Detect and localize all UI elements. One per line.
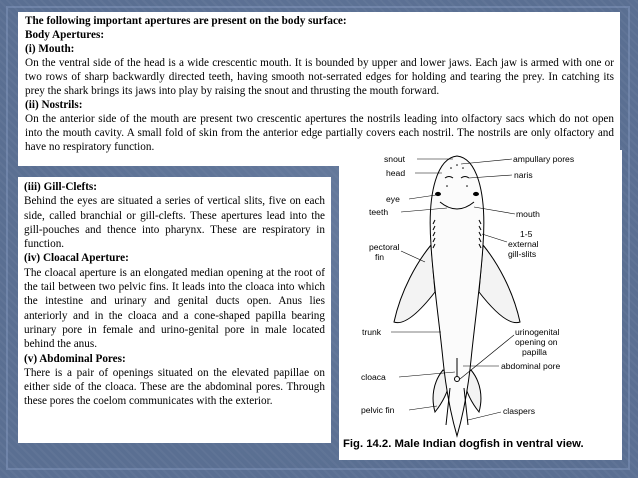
mouth-paragraph: On the ventral side of the head is a wide crescentic mouth. It is bounded by upper and lower jaws. Each jaw is armed with one or two rows of sharp backwardly directed teeth, having smooth not-serrated edges for holding and tearing the prey. In catching its prey the shark brings its jaws into play by raising the snout and thrusting the mouth forward.: [25, 57, 614, 97]
label-external: external: [508, 239, 539, 249]
abdominal-pores-heading: (v) Abdominal Pores:: [24, 352, 126, 365]
abdominal-pores-paragraph: There is a pair of openings situated on the elevated papillae on either side of the cloaca. These are the abdominal pores. Through these pores the coelom communicates with the exterior.: [24, 366, 325, 408]
gill-clefts-heading: (iii) Gill-Clefts:: [24, 181, 98, 193]
nostrils-heading: (ii) Nostrils:: [25, 99, 83, 111]
label-urinogenital: urinogenital: [515, 327, 560, 337]
label-naris: naris: [514, 170, 533, 180]
label-eye: eye: [386, 194, 400, 204]
label-opening-on: opening on: [515, 337, 558, 347]
label-ampullary-pores: ampullary pores: [513, 154, 575, 164]
label-cloaca: cloaca: [361, 372, 386, 382]
label-snout: snout: [384, 154, 406, 164]
label-abdominal-pore: abdominal pore: [501, 361, 561, 371]
eye-left: [436, 192, 441, 195]
label-gill-slits: gill-slits: [508, 249, 537, 259]
left-pectoral-fin: [394, 245, 435, 323]
label-claspers: claspers: [503, 406, 535, 416]
label-teeth: teeth: [369, 207, 389, 217]
dogfish-figure: [339, 150, 622, 460]
label-papilla: papilla: [522, 347, 547, 357]
label-trunk: trunk: [362, 327, 382, 337]
cloacal-aperture-paragraph: The cloacal aperture is an elongated median opening at the root of the tail between two pelvic fins. It leads into the cloaca into which the intestine and urinary and genital ducts open. Anus lies anteriorly and in the cloaca and a cone-shaped papilla bearing urinary pore in female and urino-genital pore in male located behind the anus.: [24, 266, 325, 351]
left-text-panel: [18, 177, 331, 443]
nostrils-paragraph: On the anterior side of the mouth are present two crescentic apertures the nostrils leading into olfactory sacs which do not open into the mouth cavity. A small fold of skin from the anterior edge partially covers each nostril. The nostrils are only olfactory and have no respiratory function.: [25, 113, 614, 153]
cloacal-aperture-heading: (iv) Cloacal Aperture:: [24, 252, 129, 265]
body-apertures-heading: Body Apertures:: [25, 29, 105, 41]
intro-heading: The following important apertures are present on the body surface:: [25, 15, 347, 27]
top-text-panel: [18, 12, 620, 166]
eye-right: [474, 192, 479, 195]
mouth-heading: (i) Mouth:: [25, 43, 75, 55]
label-head: head: [386, 168, 406, 178]
label-pectoral: pectoral: [369, 242, 400, 252]
figure-caption: Fig. 14.2. Male Indian dogfish in ventral view.: [343, 438, 584, 450]
gill-clefts-paragraph: Behind the eyes are situated a series of vertical slits, five on each side, called branchial or gill-clefts. These apertures lead into the gill-pouches and thence into pharynx. These are respiratory in function.: [24, 195, 325, 251]
label-mouth: mouth: [516, 209, 540, 219]
dogfish-diagram: [339, 150, 622, 440]
label-pelvic-fin: pelvic fin: [361, 405, 395, 415]
label-gill-count: 1-5: [520, 229, 533, 239]
label-fin: fin: [375, 252, 385, 262]
